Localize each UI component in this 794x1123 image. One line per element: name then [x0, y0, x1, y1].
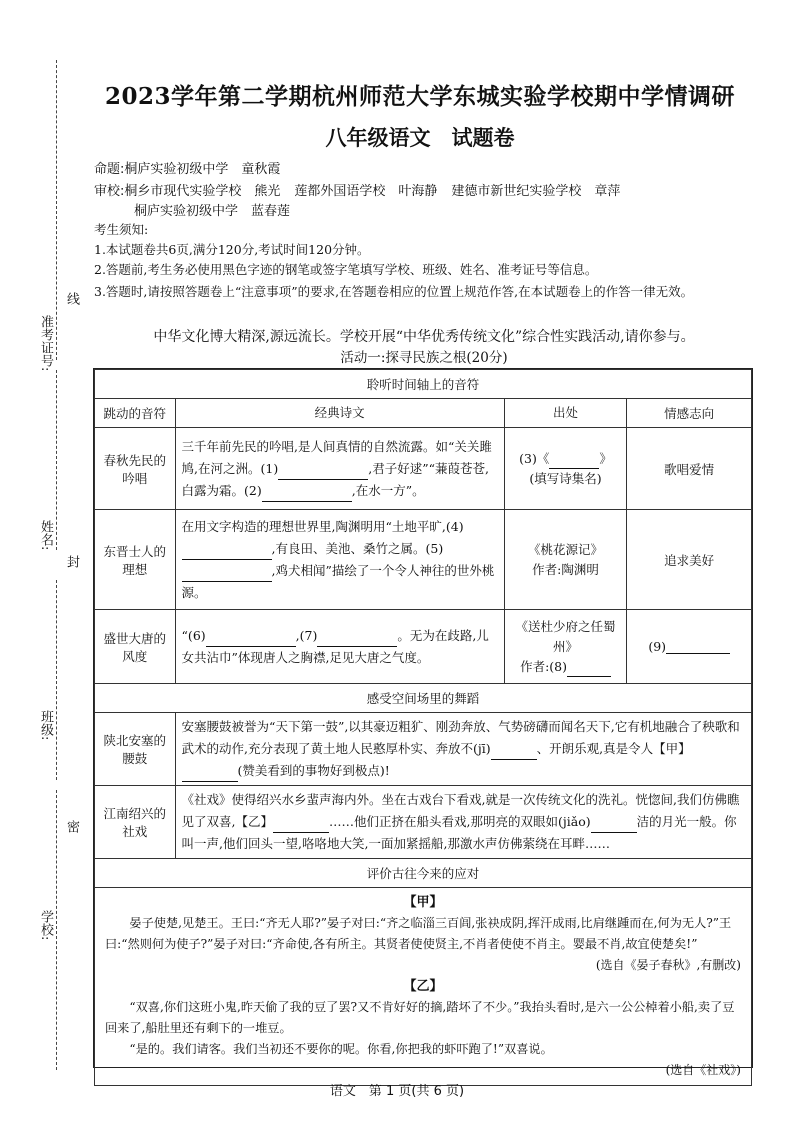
reviewer-line [94, 180, 634, 199]
answer-blank-jia[interactable] [182, 767, 238, 782]
source-cell [504, 610, 627, 684]
column-header: 跳动的音符 [95, 399, 176, 428]
setter-line: 命题:桐庐实验初级中学 童秋霞 [94, 162, 281, 177]
column-header: 情感志向 [627, 399, 752, 428]
answer-blank-6[interactable] [206, 632, 296, 647]
cell-text: 作者:陶渊明 [532, 561, 599, 577]
answer-blank-3[interactable] [549, 454, 599, 469]
intro-text: 中华文化博大精深,源远流长。学校开展“中华优秀传统文化”综合性实践活动,请你参与。 [153, 329, 695, 345]
answer-blank-8[interactable] [567, 662, 611, 677]
answer-blank-2[interactable] [262, 487, 352, 502]
cell-text: ,(7) [295, 627, 318, 643]
seal-char-feng: 封 [64, 555, 79, 568]
passage-source: (选自《晏子春秋》,有删改) [595, 958, 741, 972]
emotion-cell: 歌唱爱情 [627, 428, 752, 510]
passage-text: 晏子使楚,见楚王。王曰:“齐无人耶?”晏子对曰:“齐之临淄三百闾,张袂成阴,挥汗成雨,比肩继踵而在,何为无人?”王曰:“然则何为使子?”晏子对曰:“齐命使,各有所主。其贤者使使贤主,不肖者使使不肖主。婴最不肖,故宜使楚矣!” [105, 916, 732, 951]
table-row [95, 786, 752, 859]
cell-text: 》 [599, 450, 612, 466]
reviewer: 桐乡市现代实验学校 熊光 [124, 184, 281, 199]
seal-char-line: 线 [64, 292, 79, 305]
question-table [94, 369, 752, 1086]
binding-strip [0, 60, 80, 1070]
answer-blank-9[interactable] [666, 639, 730, 654]
class-label: 班级: [38, 710, 53, 741]
row-label: 陕北安塞的腰鼓 [95, 713, 176, 786]
notice-heading: 考生须知: [94, 222, 149, 237]
passage-jia [95, 888, 752, 1086]
cell-text: ,鸡犬相闻”描绘了一个令人神往的世外桃源。 [181, 562, 495, 600]
cell-text: 《送杜少府之任蜀州》 [515, 618, 616, 654]
cell-text: (填写诗集名) [529, 470, 602, 486]
cell-text: “(6) [181, 627, 206, 643]
source-cell [504, 428, 627, 510]
cell-text: 作者:(8) [520, 658, 567, 674]
table-row [95, 510, 752, 610]
cell-text: ……他们正挤在船头看戏,那明亮的双眼如(jiǎo) [329, 814, 591, 829]
passage-text: “是的。我们请客。我们当初还不要你的呢。你看,你把我的虾吓跑了!”双喜说。 [129, 1042, 553, 1056]
cell-text: 在用文字构造的理想世界里,陶渊明用“土地平旷,(4) [181, 518, 464, 534]
cell-text: 洁的月光一般。你叫一声,他们回头一望,咯咯地大笑,一面加紧摇船,那激水声仿佛萦绕在耳畔…… [181, 814, 737, 851]
notice-item: 3.答题时,请按照答题卷上“注意事项”的要求,在答题卷相应的位置上规范作答,在本试题卷上的作答一律无效。 [94, 284, 694, 299]
passage-cell [175, 786, 751, 859]
seal-char-mi: 密 [64, 820, 79, 833]
answer-blank-ji[interactable] [491, 745, 537, 760]
poem-cell [175, 428, 504, 510]
cell-text: ,君子好逑”“蒹葭苍苍,白露为霜。(2) [181, 460, 489, 498]
cell-text: (赞美看到的事物好到极点)! [237, 763, 390, 778]
cell-text: 《桃花源记》 [528, 541, 604, 557]
cell-text: 三千年前先民的吟唱,是人间真情的自然流露。如“关关雎鸠,在河之洲。(1) [181, 438, 492, 476]
binding-line [56, 790, 58, 1070]
emotion-cell: 追求美好 [627, 510, 752, 610]
binding-line [56, 580, 58, 780]
binding-line [56, 60, 58, 360]
cell-text: (3)《 [519, 450, 550, 466]
table-row [95, 610, 752, 684]
page-footer: 语文 第 1 页(共 6 页) [329, 1084, 465, 1099]
column-header: 经典诗文 [175, 399, 504, 428]
review-label: 审校: [94, 184, 125, 199]
row-label: 东晋士人的理想 [95, 510, 176, 610]
row-label: 春秋先民的吟唱 [95, 428, 176, 510]
row-label: 盛世大唐的风度 [95, 610, 176, 684]
emotion-cell [627, 610, 752, 684]
exam-title: 2023学年第二学期杭州师范大学东城实验学校期中学情调研 [104, 83, 735, 110]
poem-cell [175, 610, 504, 684]
passage-source: (选自《社戏》) [665, 1063, 741, 1077]
answer-blank-jiao[interactable] [591, 818, 637, 833]
answer-blank-4[interactable] [182, 545, 272, 560]
passage-title: 【乙】 [403, 979, 443, 994]
section1-heading: 聆听时间轴上的音符 [95, 370, 752, 399]
exam-number-label: 准考证号: [38, 315, 53, 372]
table-row [95, 428, 752, 510]
answer-blank-yi[interactable] [273, 818, 329, 833]
exam-subtitle: 八年级语文 试题卷 [325, 125, 515, 150]
cell-text: (9) [648, 639, 667, 654]
activity-title: 活动一:探寻民族之根(20分) [340, 350, 508, 366]
reviewer: 建德市新世纪实验学校 章萍 [451, 184, 621, 199]
cell-text: 。无为在歧路,儿女共沾巾”体现唐人之胸襟,足见大唐之气度。 [181, 627, 489, 665]
source-cell [504, 510, 627, 610]
notice-item: 1.本试题卷共6页,满分120分,考试时间120分钟。 [94, 242, 370, 257]
cell-text: 安塞腰鼓被誉为“天下第一鼓”,以其豪迈粗犷、刚劲奔放、气势磅礴而闻名天下,它有机地融合了秧歌和武术的动作,充分表现了黄土地人民憨厚朴实、奔放不(jī) [181, 719, 740, 756]
column-header: 出处 [504, 399, 627, 428]
binding-line [56, 370, 58, 550]
answer-blank-7[interactable] [317, 632, 397, 647]
row-label: 江南绍兴的社戏 [95, 786, 176, 859]
notice-item: 2.答题前,考生务必使用黑色字迹的钢笔或签字笔填写学校、班级、姓名、准考证号等信息。 [94, 262, 598, 277]
cell-text: 、开朗乐观,真是令人【甲】 [536, 741, 691, 756]
name-label: 姓名: [38, 520, 53, 551]
table-row [95, 888, 752, 1086]
answer-blank-1[interactable] [278, 465, 368, 480]
section3-heading: 评价古往今来的应对 [95, 859, 752, 888]
question-table-frame [93, 368, 753, 1077]
passage-cell [175, 713, 751, 786]
cell-text: ,在水一方”。 [351, 482, 425, 498]
poem-cell [175, 510, 504, 610]
school-label: 学校: [38, 910, 53, 941]
cell-text: 《社戏》使得绍兴水乡蜚声海内外。坐在古戏台下看戏,就是一次传统文化的洗礼。恍惚间,我们仿佛瞧见了双喜,【乙】 [181, 792, 740, 829]
passage-title: 【甲】 [403, 895, 443, 910]
answer-blank-5[interactable] [182, 567, 272, 582]
reviewer: 莲都外国语学校 叶海静 [294, 184, 438, 199]
reviewer-last: 桐庐实验初级中学 蓝春莲 [134, 204, 291, 219]
passage-text: “双喜,你们这班小鬼,昨天偷了我的豆了罢?又不肯好好的摘,踏坏了不少。”我抬头看时,是六一公公棹着小船,卖了豆回来了,船肚里还有剩下的一堆豆。 [105, 1000, 735, 1035]
section2-heading: 感受空间场里的舞蹈 [95, 684, 752, 713]
table-row [95, 713, 752, 786]
cell-text: ,有良田、美池、桑竹之属。(5) [271, 540, 444, 556]
